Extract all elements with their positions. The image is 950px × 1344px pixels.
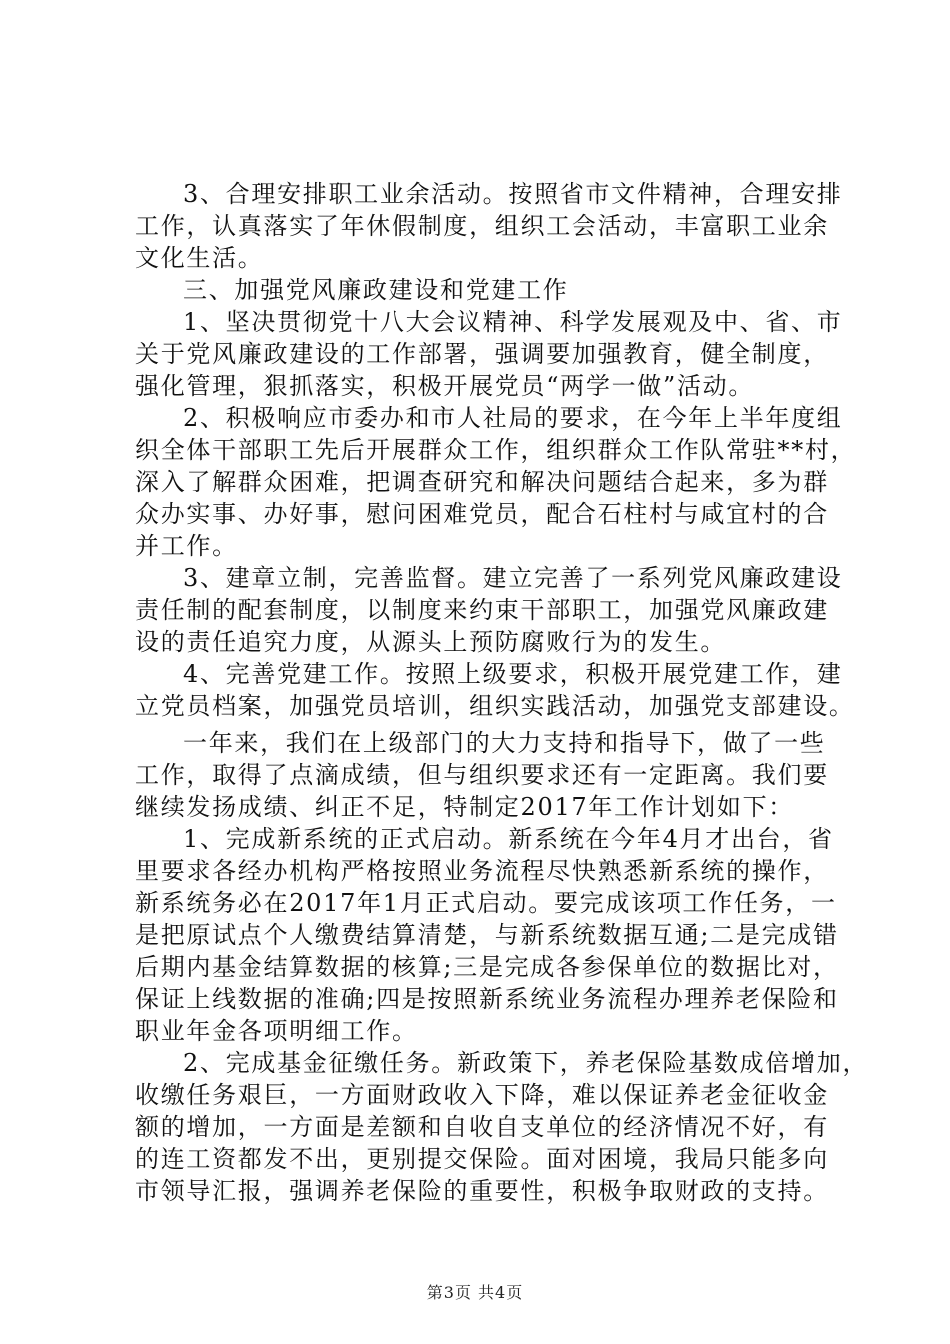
section-heading: 三、加强党风廉政建设和党建工作 [183, 276, 569, 304]
paragraph-line: 文化生活。 [135, 244, 264, 272]
paragraph-line: 里要求各经办机构严格按照业务流程尽快熟悉新系统的操作， [135, 857, 829, 885]
paragraph-line: 众办实事、办好事，慰问困难党员，配合石柱村与咸宜村的合 [135, 500, 829, 528]
paragraph-line: 市领导汇报，强调养老保险的重要性，积极争取财政的支持。 [135, 1177, 829, 1205]
paragraph-line: 强化管理，狠抓落实，积极开展党员“两学一做”活动。 [135, 372, 755, 400]
section-work-plan [135, 727, 869, 1207]
paragraph-line: 2、完成基金征缴任务。新政策下，养老保险基数成倍增加， [183, 1049, 869, 1077]
paragraph-line: 是把原试点个人缴费结算清楚，与新系统数据互通;二是完成错 [135, 921, 839, 949]
paragraph-line: 设的责任追究力度，从源头上预防腐败行为的发生。 [135, 628, 727, 656]
paragraph-line: 深入了解群众困难，把调查研究和解决问题结合起来，多为群 [135, 468, 829, 496]
paragraph-line: 工作，取得了点滴成绩，但与组织要求还有一定距离。我们要 [135, 761, 829, 789]
paragraph-line: 一年来，我们在上级部门的大力支持和指导下，做了一些 [183, 729, 826, 757]
paragraph-line: 保证上线数据的准确;四是按照新系统业务流程办理养老保险和 [135, 985, 839, 1013]
paragraph-line: 1、完成新系统的正式启动。新系统在今年4月才出台，省 [183, 825, 834, 853]
paragraph-line: 并工作。 [135, 532, 238, 560]
paragraph-line: 收缴任务艰巨，一方面财政收入下降，难以保证养老金征收金 [135, 1081, 829, 1109]
paragraph-line: 责任制的配套制度，以制度来约束干部职工，加强党风廉政建 [135, 596, 829, 624]
paragraph-line: 工作，认真落实了年休假制度，组织工会活动，丰富职工业余 [135, 212, 829, 240]
paragraph-line: 织全体干部职工先后开展群众工作，组织群众工作队常驻**村， [135, 436, 857, 464]
paragraph-line: 1、坚决贯彻党十八大会议精神、科学发展观及中、省、市 [183, 308, 843, 336]
section-work-summary [135, 178, 857, 722]
paragraph-line: 额的增加，一方面是差额和自收自支单位的经济情况不好，有 [135, 1113, 829, 1141]
page-number-footer: 第3页 共4页 [426, 1283, 524, 1302]
paragraph-line: 职业年金各项明细工作。 [135, 1017, 418, 1045]
paragraph-line: 的连工资都发不出，更别提交保险。面对困境，我局只能多向 [135, 1145, 829, 1173]
paragraph-line: 关于党风廉政建设的工作部署，强调要加强教育，健全制度， [135, 340, 829, 368]
paragraph-line: 后期内基金结算数据的核算;三是完成各参保单位的数据比对， [135, 953, 839, 981]
paragraph-line: 继续发扬成绩、纠正不足，特制定2017年工作计划如下： [135, 793, 794, 821]
paragraph-line: 4、完善党建工作。按照上级要求，积极开展党建工作，建 [183, 660, 843, 688]
paragraph-line: 新系统务必在2017年1月正式启动。要完成该项工作任务，一 [135, 889, 837, 917]
paragraph-line: 3、建章立制，完善监督。建立完善了一系列党风廉政建设 [183, 564, 843, 592]
paragraph-line: 立党员档案，加强党员培训，组织实践活动，加强党支部建设。 [135, 692, 855, 720]
paragraph-line: 3、合理安排职工业余活动。按照省市文件精神，合理安排 [183, 180, 843, 208]
paragraph-line: 2、积极响应市委办和市人社局的要求，在今年上半年度组 [183, 404, 843, 432]
